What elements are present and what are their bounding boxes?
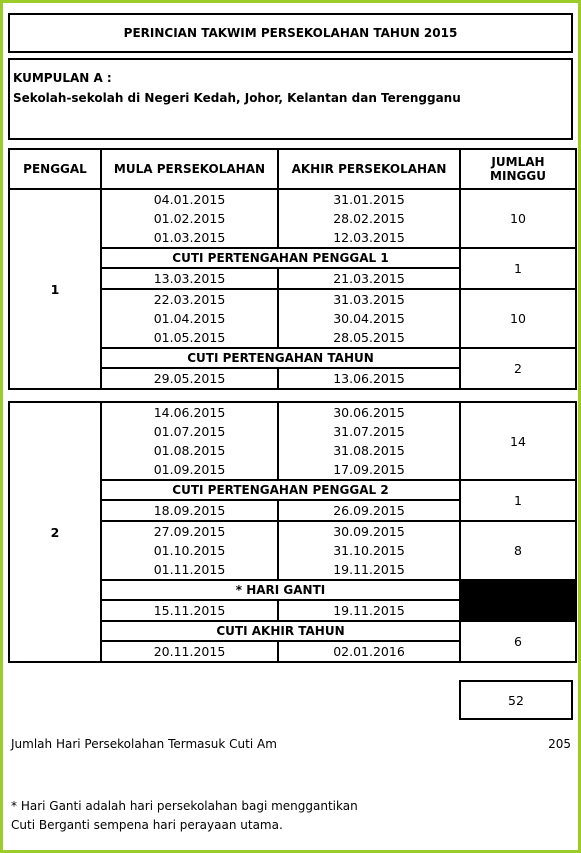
start-date: 13.03.2015 xyxy=(101,268,278,289)
replacement-label: * HARI GANTI xyxy=(101,580,460,600)
start-date: 15.11.2015 xyxy=(101,600,278,621)
date-cell xyxy=(278,402,460,480)
end-date: 19.11.2015 xyxy=(278,600,460,621)
header-term: PENGGAL xyxy=(9,149,101,189)
total-weeks-box xyxy=(459,680,573,720)
summary-days: 205 xyxy=(548,737,571,751)
header-end: AKHIR PERSEKOLAHAN xyxy=(278,149,460,189)
total-weeks: 52 xyxy=(508,692,524,708)
break-label: CUTI PERTENGAHAN PENGGAL 1 xyxy=(101,248,460,268)
end-date: 21.03.2015 xyxy=(278,268,460,289)
start-date: 27.09.2015 xyxy=(153,524,226,539)
end-date: 31.08.2015 xyxy=(333,443,405,458)
school-calendar-table-term2 xyxy=(8,401,577,663)
break-label: CUTI AKHIR TAHUN xyxy=(101,621,460,641)
weeks-cell: 2 xyxy=(460,348,576,389)
end-date: 30.06.2015 xyxy=(333,405,405,420)
header-weeks: JUMLAH MINGGU xyxy=(460,149,576,189)
start-date: 29.05.2015 xyxy=(101,368,278,389)
date-cell xyxy=(101,289,278,348)
start-date: 01.09.2015 xyxy=(153,462,226,477)
start-date: 01.10.2015 xyxy=(153,543,226,558)
date-cell xyxy=(278,521,460,580)
blacked-out-cell xyxy=(460,580,576,621)
end-date: 28.02.2015 xyxy=(333,211,405,226)
term-2-label: 2 xyxy=(9,402,101,662)
footnote-line-2: Cuti Berganti sempena hari perayaan utama. xyxy=(11,818,283,832)
end-date: 19.11.2015 xyxy=(333,562,405,577)
start-date: 01.02.2015 xyxy=(153,211,226,226)
start-date: 01.03.2015 xyxy=(153,230,226,245)
weeks-cell: 10 xyxy=(460,189,576,248)
header-row xyxy=(9,149,576,189)
end-date: 30.04.2015 xyxy=(333,311,405,326)
end-date: 31.10.2015 xyxy=(333,543,405,558)
date-cell xyxy=(278,189,460,248)
start-date: 01.08.2015 xyxy=(153,443,226,458)
start-date: 14.06.2015 xyxy=(153,405,226,420)
date-cell xyxy=(101,189,278,248)
end-date: 26.09.2015 xyxy=(278,500,460,521)
date-cell xyxy=(101,402,278,480)
group-description: Sekolah-sekolah di Negeri Kedah, Johor, Kelantan dan Terengganu xyxy=(13,91,461,105)
weeks-cell: 1 xyxy=(460,248,576,289)
group-label: KUMPULAN A : xyxy=(13,71,112,85)
start-date: 18.09.2015 xyxy=(101,500,278,521)
start-date: 01.04.2015 xyxy=(153,311,226,326)
start-date: 22.03.2015 xyxy=(153,292,226,307)
end-date: 17.09.2015 xyxy=(333,462,405,477)
page-title: PERINCIAN TAKWIM PERSEKOLAHAN TAHUN 2015 xyxy=(8,13,573,53)
end-date: 13.06.2015 xyxy=(278,368,460,389)
summary-label: Jumlah Hari Persekolahan Termasuk Cuti Am xyxy=(11,737,277,751)
weeks-cell: 10 xyxy=(460,289,576,348)
weeks-cell: 14 xyxy=(460,402,576,480)
table-row xyxy=(9,189,576,248)
weeks-cell: 1 xyxy=(460,480,576,521)
footnote-line-1: * Hari Ganti adalah hari persekolahan bagi menggantikan xyxy=(11,799,358,813)
table-row xyxy=(9,402,576,480)
break-label: CUTI PERTENGAHAN TAHUN xyxy=(101,348,460,368)
start-date: 01.05.2015 xyxy=(153,330,226,345)
weeks-cell: 8 xyxy=(460,521,576,580)
summary xyxy=(11,737,571,751)
end-date: 31.07.2015 xyxy=(333,424,405,439)
term-1-label: 1 xyxy=(9,189,101,389)
break-label: CUTI PERTENGAHAN PENGGAL 2 xyxy=(101,480,460,500)
weeks-cell: 6 xyxy=(460,621,576,662)
end-date: 31.03.2015 xyxy=(333,292,405,307)
group-box xyxy=(8,58,573,140)
end-date: 30.09.2015 xyxy=(333,524,405,539)
end-date: 28.05.2015 xyxy=(333,330,405,345)
end-date: 12.03.2015 xyxy=(333,230,405,245)
start-date: 01.07.2015 xyxy=(153,424,226,439)
school-calendar-table xyxy=(8,148,577,390)
end-date: 31.01.2015 xyxy=(333,192,405,207)
end-date: 02.01.2016 xyxy=(278,641,460,662)
start-date: 01.11.2015 xyxy=(153,562,226,577)
header-start: MULA PERSEKOLAHAN xyxy=(101,149,278,189)
start-date: 20.11.2015 xyxy=(101,641,278,662)
date-cell xyxy=(278,289,460,348)
start-date: 04.01.2015 xyxy=(153,192,226,207)
footnote xyxy=(11,797,358,835)
date-cell xyxy=(101,521,278,580)
